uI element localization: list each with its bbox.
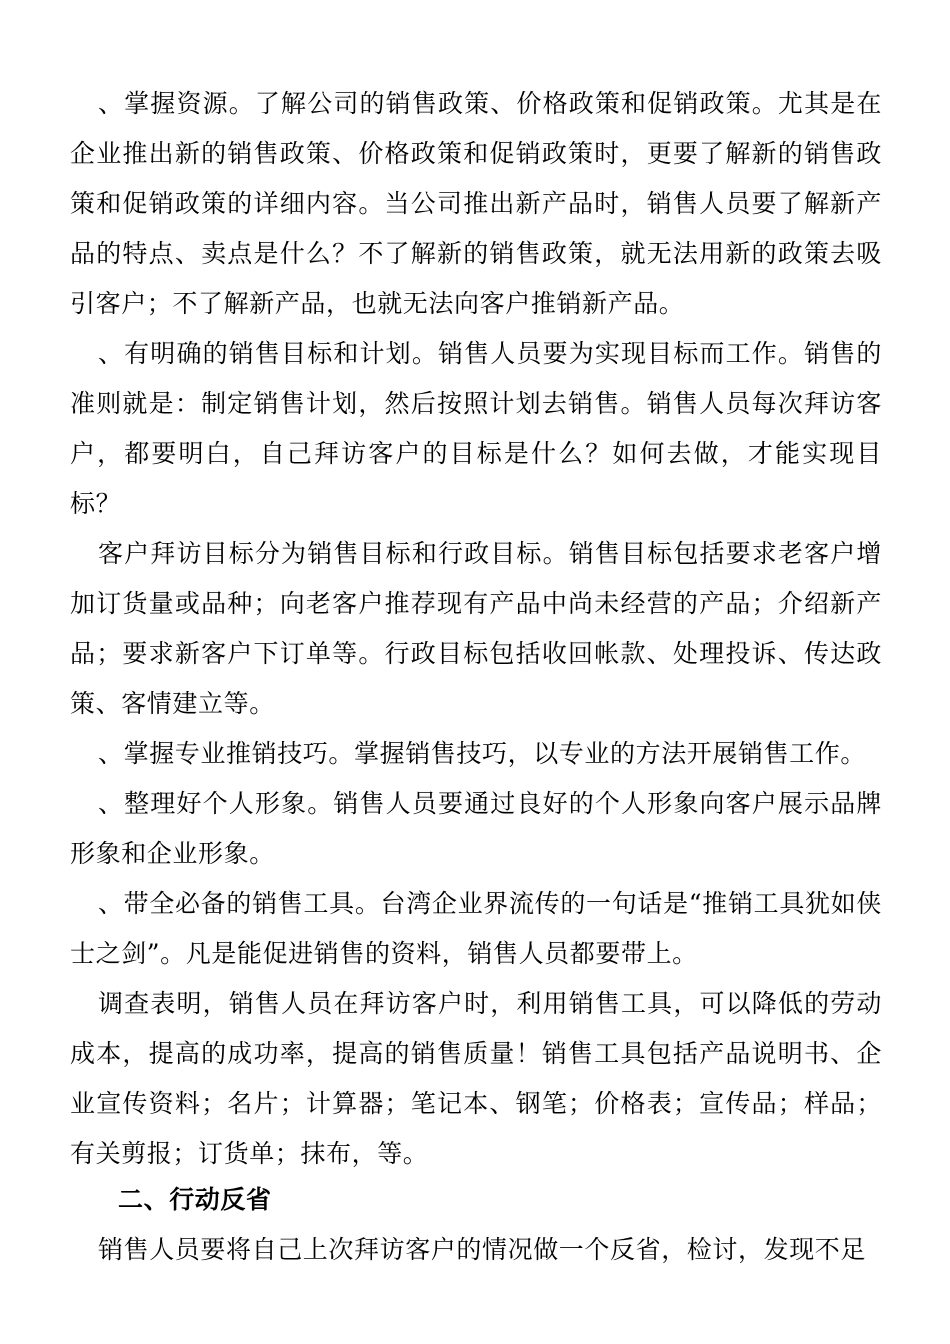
paragraph-sales-tools: 、带全必备的销售工具。台湾企业界流传的一句话是“推销工具犹如侠士之剑”。凡是能促进销售的资料，销售人员都要带上。 — [70, 889, 882, 968]
paragraph-master-resources: 、掌握资源。了解公司的销售政策、价格政策和促销政策。尤其是在企业推出新的销售政策、价格政策和促销政策时，更要了解新的销售政策和促销政策的详细内容。当公司推出新产品时，销售人员要了解新产品的特点、卖点是什么？不了解新的销售政策，就无法用新的政策去吸引客户；不了解新产品，也就无法向客户推销新产品。 — [70, 89, 882, 318]
paragraph-sales-skills: 、掌握专业推销技巧。掌握销售技巧，以专业的方法开展销售工作。 — [98, 739, 867, 768]
paragraph-personal-image: 、整理好个人形象。销售人员要通过良好的个人形象向客户展示品牌形象和企业形象。 — [70, 789, 882, 868]
paragraph-reflection: 销售人员要将自己上次拜访客户的情况做一个反省，检讨，发现不足 — [98, 1235, 867, 1264]
paragraph-visit-goals: 客户拜访目标分为销售目标和行政目标。销售目标包括要求老客户增加订货量或品种；向老客户推荐现有产品中尚未经营的产品；介绍新产品；要求新客户下订单等。行政目标包括收回帐款、处理投诉、传达政策、客情建立等。 — [70, 539, 882, 718]
paragraph-sales-goals: 、有明确的销售目标和计划。销售人员要为实现目标而工作。销售的准则就是：制定销售计划，然后按照计划去销售。销售人员每次拜访客户，都要明白，自己拜访客户的目标是什么？如何去做，才能实现目标？ — [70, 339, 882, 518]
paragraph-survey: 调查表明，销售人员在拜访客户时，利用销售工具，可以降低的劳动成本，提高的成功率，提高的销售质量！销售工具包括产品说明书、企业宣传资料；名片；计算器；笔记本、钢笔；价格表；宣传品；样品；有关剪报；订货单；抹布，等。 — [70, 989, 882, 1168]
section-heading: 二、行动反省 — [118, 1185, 272, 1214]
